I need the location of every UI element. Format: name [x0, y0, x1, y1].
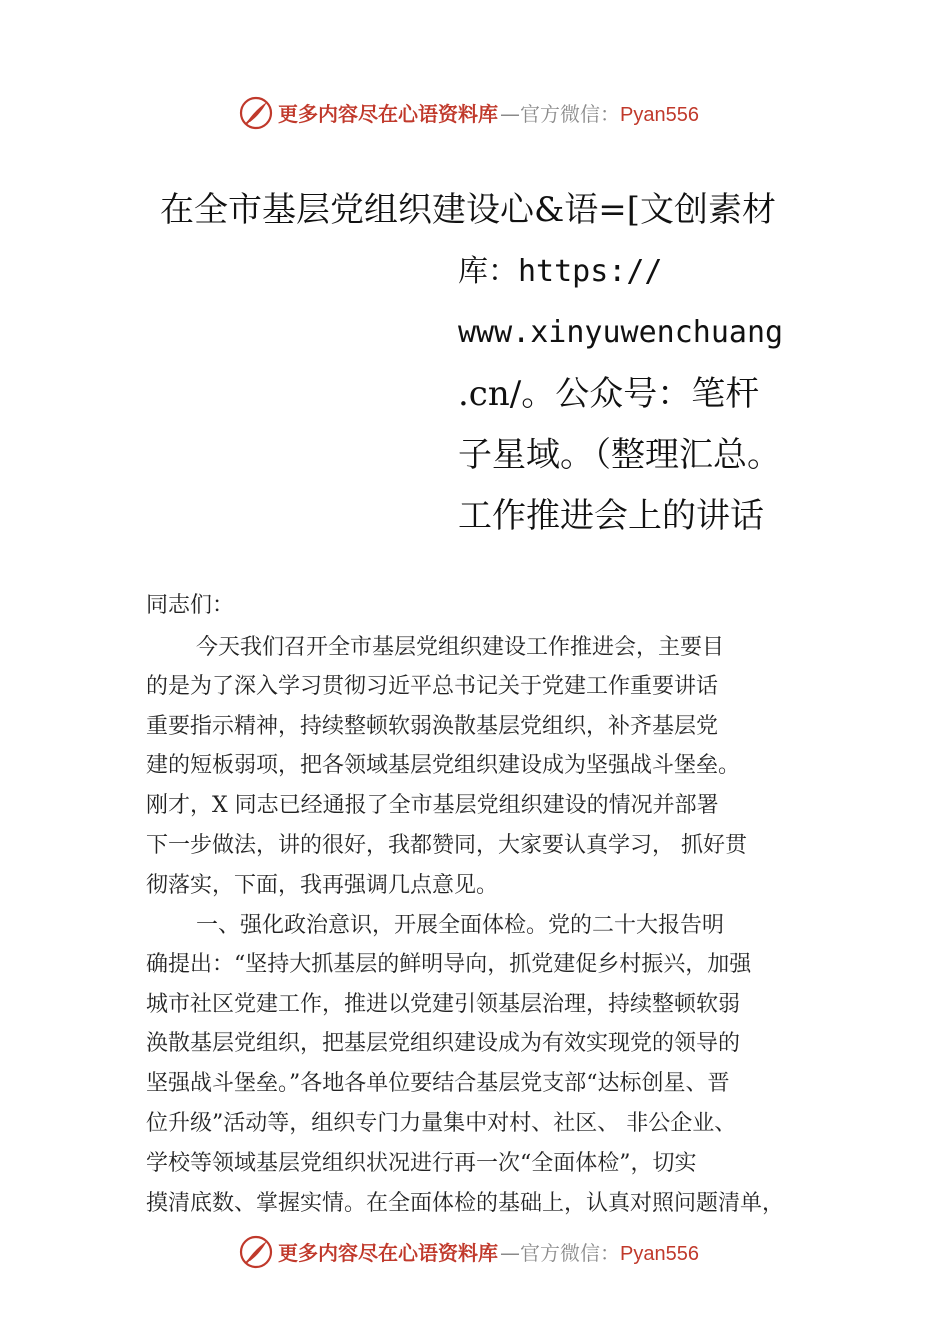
paragraph-line: 一、强化政治意识，开展全面体检。党的二十大报告明 — [196, 913, 725, 938]
document-title-line-1: 在全市基层党组织建设心&语=[文创素材 — [160, 190, 777, 230]
quill-pen-logo-icon — [238, 1234, 274, 1270]
banner-slogan: 更多内容尽在心语资料库 — [278, 1241, 498, 1265]
wechat-id: Pyan556 — [620, 104, 699, 126]
document-title-line-4: .cn/。公众号：笔杆 — [458, 374, 760, 414]
paragraph-line: 刚才，X 同志已经通报了全市基层党组织建设的情况并部署 — [146, 793, 719, 818]
footer-watermark-banner — [0, 1232, 950, 1276]
salutation: 同志们： — [146, 593, 235, 618]
document-title-line-6: 工作推进会上的讲话 — [458, 496, 764, 536]
document-title-line-5: 子星域。（整理汇总。 — [458, 435, 781, 475]
paragraph-line: 学校等领域基层党组织状况进行再一次“全面体检”，切实 — [146, 1151, 697, 1176]
paragraph-line: 重要指示精神，持续整顿软弱涣散基层党组织，补齐基层党 — [146, 714, 719, 739]
paragraph-line: 坚强战斗堡垒。”各地各单位要结合基层党支部“达标创星、晋 — [146, 1071, 730, 1096]
document-title-line-2: 库：https:// — [458, 254, 663, 289]
paragraph-line: 涣散基层党组织，把基层党组织建设成为有效实现党的领导的 — [146, 1031, 741, 1056]
paragraph-line: 今天我们召开全市基层党组织建设工作推进会，主要目 — [196, 635, 725, 660]
banner-contact — [500, 102, 699, 127]
paragraph-line: 确提出：“坚持大抓基层的鲜明导向，抓党建促乡村振兴，加强 — [146, 952, 752, 977]
contact-prefix: —官方微信： — [500, 102, 620, 126]
header-watermark-banner — [0, 93, 950, 137]
paragraph-line: 下一步做法，讲的很好，我都赞同，大家要认真学习， 抓好贯 — [146, 833, 747, 858]
paragraph-line: 城市社区党建工作，推进以党建引领基层治理，持续整顿软弱 — [146, 992, 741, 1017]
paragraph-line: 彻落实，下面，我再强调几点意见。 — [146, 873, 499, 898]
document-title-line-3: www.xinyuwenchuang — [458, 315, 784, 350]
contact-prefix: —官方微信： — [500, 1241, 620, 1265]
banner-slogan: 更多内容尽在心语资料库 — [278, 102, 498, 126]
quill-pen-logo-icon — [238, 95, 274, 131]
banner-contact — [500, 1241, 699, 1266]
paragraph-line: 摸清底数、掌握实情。在全面体检的基础上，认真对照问题清单， — [146, 1191, 785, 1216]
wechat-id: Pyan556 — [620, 1243, 699, 1265]
paragraph-line: 建的短板弱项，把各领域基层党组织建设成为坚强战斗堡垒。 — [146, 753, 741, 778]
paragraph-line: 位升级”活动等，组织专门力量集中对村、社区、 非公企业、 — [146, 1111, 737, 1136]
paragraph-line: 的是为了深入学习贯彻习近平总书记关于党建工作重要讲话 — [146, 674, 719, 699]
